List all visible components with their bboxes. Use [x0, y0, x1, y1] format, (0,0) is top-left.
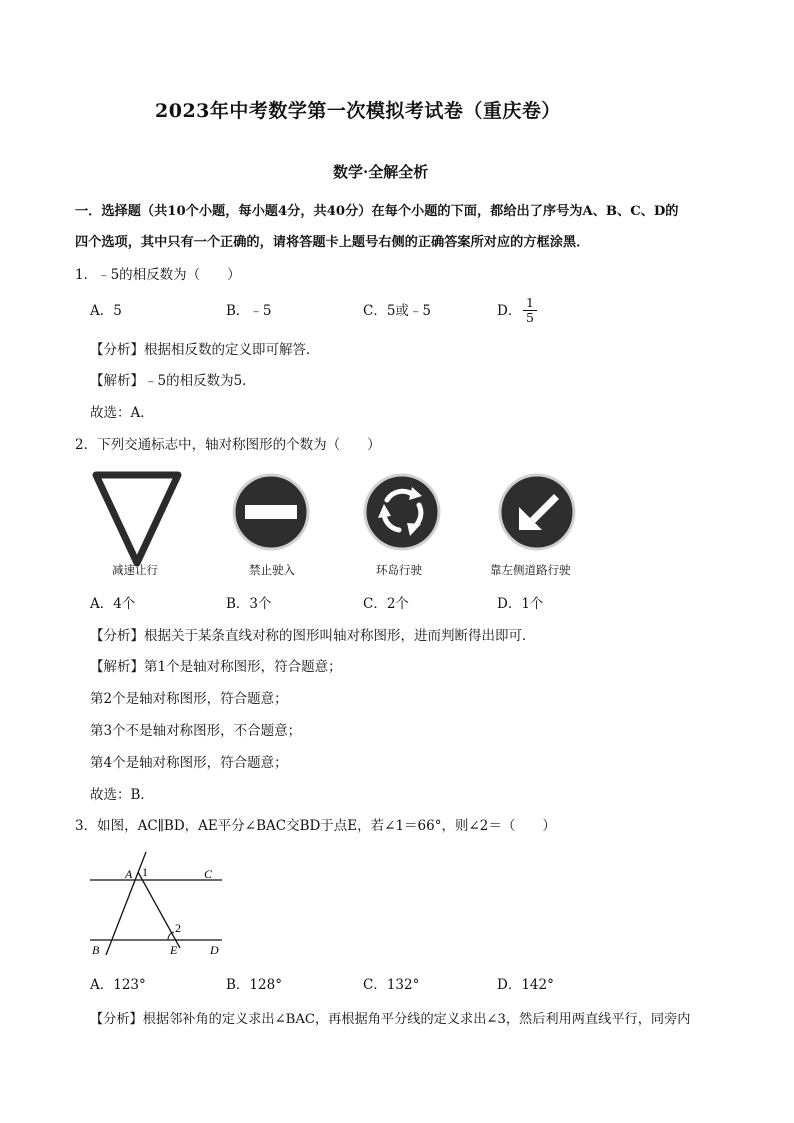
section-heading-line1: 一．选择题（共10个小题，每小题4分，共40分）在每个小题的下面，都给出了序号为A、B、C、D的	[75, 204, 679, 219]
roundabout-sign-icon	[362, 472, 442, 552]
q2-solution-line3: 第3个不是轴对称图形，不合题意；	[90, 723, 302, 739]
figure-label-d: D	[210, 943, 219, 957]
figure-label-2: 2	[175, 921, 181, 935]
section-heading-line2: 四个选项，其中只有一个正确的，请将答题卡上题号右侧的正确答案所对应的方框涂黑．	[75, 235, 590, 250]
q1-analysis: 【分析】根据相反数的定义即可解答．	[90, 342, 320, 358]
figure-label-c: C	[204, 867, 213, 881]
q3-option-c: C．132°	[363, 977, 420, 993]
yield-sign-icon	[92, 471, 182, 567]
q1-solution: 【解析】﹣5的相反数为5．	[90, 373, 256, 389]
q2-stem: 2．下列交通标志中，轴对称图形的个数为（ ）	[75, 437, 381, 453]
figure-label-b: B	[92, 943, 100, 957]
no-entry-sign-icon	[231, 472, 311, 552]
parallel-lines-figure	[86, 850, 236, 960]
q1-option-d: D．	[497, 303, 522, 319]
q1-answer: 故选：A．	[90, 405, 154, 421]
q1-option-c: C．5或﹣5	[363, 303, 432, 319]
q2-option-b: B．3个	[226, 596, 272, 612]
q1-option-b: B．﹣5	[226, 303, 272, 319]
figure-label-e: E	[170, 943, 178, 957]
q3-analysis: 【分析】根据邻补角的定义求出∠BAC，再根据角平分线的定义求出∠3，然后利用两直线平行，同旁内	[90, 1012, 691, 1027]
q2-solution-line4: 第4个是轴对称图形，符合题意；	[90, 755, 288, 771]
q2-option-d: D．1个	[497, 596, 544, 612]
q2-solution-line1: 【解析】第1个是轴对称图形，符合题意；	[90, 659, 342, 675]
q3-option-a: A．123°	[90, 977, 146, 993]
q2-option-a: A．4个	[90, 596, 136, 612]
q2-option-c: C．2个	[363, 596, 409, 612]
q1-stem: 1．﹣5的相反数为（ ）	[75, 267, 241, 283]
page-subtitle: 数学·全解全析	[333, 163, 429, 181]
q1-option-a: A．5	[90, 303, 122, 319]
fraction-numerator: 1	[523, 296, 537, 311]
q2-solution-line2: 第2个是轴对称图形，符合题意；	[90, 691, 288, 707]
fraction-denominator: 5	[526, 310, 534, 325]
page-title: 2023年中考数学第一次模拟考试卷（重庆卷）	[155, 100, 561, 122]
q3-option-b: B．128°	[226, 977, 282, 993]
q3-stem: 3．如图，AC∥BD，AE平分∠BAC交BD于点E，若∠1＝66°，则∠2＝（ ）	[75, 818, 556, 834]
sign-caption-4: 靠左侧道路行驶	[490, 563, 571, 577]
sign-caption-3: 环岛行驶	[376, 563, 422, 577]
q2-answer: 故选：B．	[90, 787, 154, 803]
sign-caption-2: 禁止驶入	[249, 563, 295, 577]
sign-caption-1: 减速让行	[112, 563, 158, 577]
keep-left-sign-icon	[497, 472, 577, 552]
figure-label-a: A	[125, 867, 133, 881]
q3-option-d: D．142°	[497, 977, 554, 993]
q1-option-d-fraction	[523, 296, 537, 325]
figure-label-1: 1	[142, 865, 148, 879]
q2-analysis: 【分析】根据关于某条直线对称的图形叫轴对称图形，进而判断得出即可．	[90, 628, 536, 644]
